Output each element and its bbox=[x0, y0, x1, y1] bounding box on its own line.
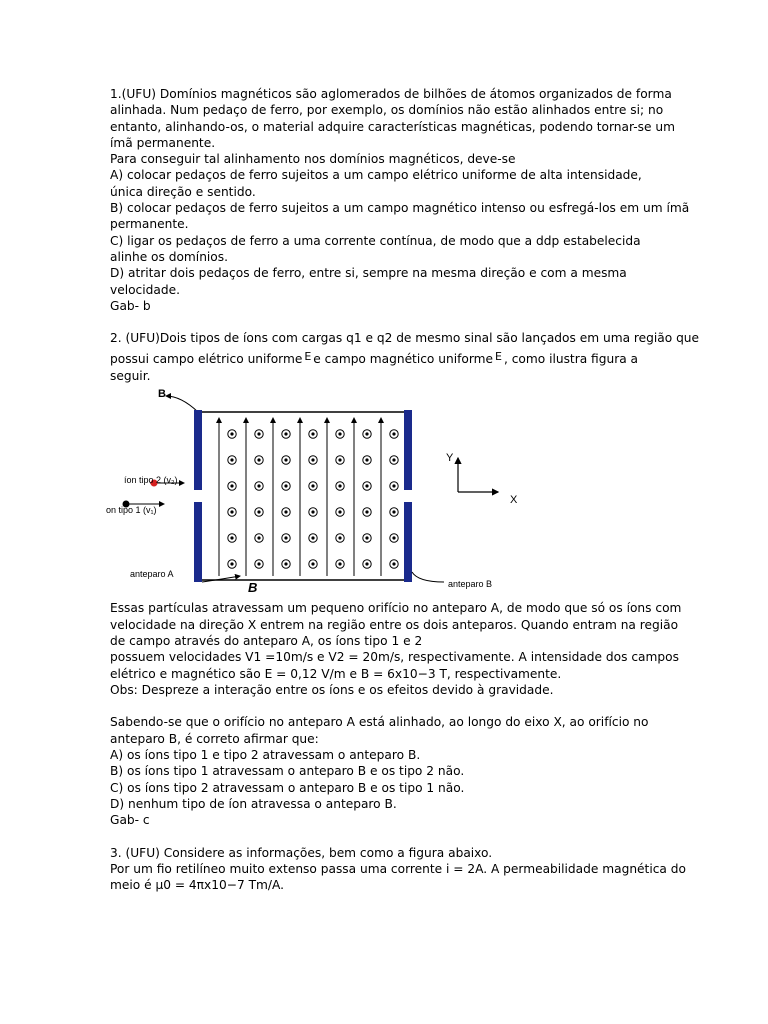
b-field-dot-center bbox=[284, 563, 287, 566]
b-field-dot-center bbox=[392, 537, 395, 540]
q2-option-d: D) nenhum tipo de íon atravessa o anteparo B. bbox=[110, 796, 397, 811]
b-field-dot-center bbox=[392, 459, 395, 462]
field-diagram bbox=[106, 386, 666, 600]
q1-line: alinhada. Num pedaço de ferro, por exemplo, os domínios não estão alinhados entre si; no bbox=[110, 103, 664, 118]
q2-option-a: A) os íons tipo 1 e tipo 2 atravessam o anteparo B. bbox=[110, 748, 421, 763]
q2-answer: Gab- c bbox=[110, 813, 150, 828]
b-field-dot-center bbox=[392, 485, 395, 488]
field-diagram-svg bbox=[106, 386, 666, 600]
b-field-dot-center bbox=[392, 511, 395, 514]
q2-intro bbox=[110, 351, 670, 368]
q1-line: Para conseguir tal alinhamento nos domínios magnéticos, deve-se bbox=[110, 152, 516, 167]
b-field-dot-center bbox=[230, 563, 233, 566]
ion-type-2-label: íon tipo 2 (v₂) bbox=[124, 475, 178, 486]
b-field-dot-center bbox=[257, 433, 260, 436]
b-field-label-top: B bbox=[158, 388, 166, 401]
q3-line: Por um fio retilíneo muito extenso passa uma corrente i = 2A. A permeabilidade magnética do bbox=[110, 862, 686, 877]
b-field-dot-center bbox=[338, 459, 341, 462]
q3-line: meio é μ0 = 4πx10−7 Tm/A. bbox=[110, 878, 284, 893]
q2-option-c: C) os íons tipo 2 atravessam o anteparo B e os tipo 1 não. bbox=[110, 780, 465, 795]
q2-body: possuem velocidades V1 =10m/s e V2 = 20m/s, respectivamente. A intensidade dos campos bbox=[110, 650, 679, 665]
b-field-dot-center bbox=[338, 485, 341, 488]
b-field-dot-center bbox=[230, 511, 233, 514]
b-field-dot-center bbox=[311, 511, 314, 514]
b-field-dots bbox=[228, 430, 398, 568]
q1-option-b: permanente. bbox=[110, 217, 189, 232]
plate-a-upper bbox=[194, 410, 202, 490]
q2-option-b: B) os íons tipo 1 atravessam o anteparo B e os tipo 2 não. bbox=[110, 764, 465, 779]
q1-line: 1.(UFU) Domínios magnéticos são aglomerados de bilhões de átomos organizados de forma bbox=[110, 87, 672, 101]
q2-intro: 2. (UFU)Dois tipos de íons com cargas q1 e q2 de mesmo sinal são lançados em uma região que bbox=[110, 331, 700, 346]
b-field-dot-center bbox=[365, 563, 368, 566]
b-field-dot-center bbox=[365, 511, 368, 514]
q1-option-a: A) colocar pedaços de ferro sujeitos a um campo elétrico uniforme de alta intensidade, bbox=[110, 168, 642, 183]
anteparo-b-label: anteparo B bbox=[448, 579, 493, 590]
b-field-dot-center bbox=[230, 433, 233, 436]
question-3 bbox=[110, 845, 686, 894]
plate-a-lower bbox=[194, 502, 202, 582]
q1-option-b: B) colocar pedaços de ferro sujeitos a um campo magnético intenso ou esfregá-los em um ímã bbox=[110, 201, 690, 216]
q3-line: 3. (UFU) Considere as informações, bem como a figura abaixo. bbox=[110, 845, 493, 860]
b-field-arrow bbox=[166, 396, 198, 412]
b-field-dot-center bbox=[230, 459, 233, 462]
q1-answer: Gab- b bbox=[110, 298, 151, 313]
q2-body: de campo através do anteparo A, os íons tipo 1 e 2 bbox=[110, 633, 423, 648]
q2-body: elétrico e magnético são E = 0,12 V/m e B = 6x10−3 T, respectivamente. bbox=[110, 666, 562, 681]
q1-option-d: velocidade. bbox=[110, 282, 180, 297]
e-vector-symbol: E bbox=[304, 349, 312, 363]
anteparo-a-label: anteparo A bbox=[130, 569, 174, 580]
q1-option-c: alinhe os domínios. bbox=[110, 249, 228, 264]
b-field-dot-center bbox=[338, 511, 341, 514]
q1-line: entanto, alinhando-os, o material adquire características magnéticas, podendo tornar-se um bbox=[110, 119, 675, 134]
b-field-dot-center bbox=[284, 537, 287, 540]
q2-question: anteparo B, é correto afirmar que: bbox=[110, 731, 319, 746]
b-field-dot-center bbox=[338, 563, 341, 566]
q2-body: velocidade na direção X entrem na região entre os dois anteparos. Quando entram na região bbox=[110, 617, 679, 632]
b-field-dot-center bbox=[311, 485, 314, 488]
ion-type-1-label: on tipo 1 (v₁) bbox=[106, 505, 157, 516]
question-2 bbox=[106, 330, 700, 828]
b-field-dot-center bbox=[230, 537, 233, 540]
b-field-dot-center bbox=[257, 511, 260, 514]
q1-line: ímã permanente. bbox=[110, 135, 216, 150]
b-field-dot-center bbox=[311, 459, 314, 462]
q1-option-c: C) ligar os pedaços de ferro a uma corrente contínua, de modo que a ddp estabelecida bbox=[110, 233, 641, 248]
b-field-dot-center bbox=[338, 537, 341, 540]
b-field-dot-center bbox=[392, 563, 395, 566]
q2-body: Essas partículas atravessam um pequeno orifício no anteparo A, de modo que só os íons com bbox=[110, 601, 682, 616]
b-field-dot-center bbox=[311, 537, 314, 540]
b-field-dot-center bbox=[284, 433, 287, 436]
plate-b-upper bbox=[404, 410, 412, 490]
q2-intro-text: , como ilustra figura a bbox=[503, 351, 639, 366]
b-field-dot-center bbox=[365, 459, 368, 462]
q2-question: Sabendo-se que o orifício no anteparo A está alinhado, ao longo do eixo X, ao orifício no bbox=[110, 715, 649, 730]
q1-option-d: D) atritar dois pedaços de ferro, entre si, sempre na mesma direção e com a mesma bbox=[110, 266, 627, 281]
b-field-dot-center bbox=[257, 537, 260, 540]
b-field-dot-center bbox=[284, 511, 287, 514]
b-field-dot-center bbox=[230, 485, 233, 488]
b-field-dot-center bbox=[284, 485, 287, 488]
b-field-dot-center bbox=[257, 563, 260, 566]
b-field-dot-center bbox=[311, 563, 314, 566]
b-field-dot-center bbox=[392, 433, 395, 436]
b-field-dot-center bbox=[284, 459, 287, 462]
b-field-dot-center bbox=[365, 485, 368, 488]
x-axis-label: X bbox=[510, 494, 518, 507]
b-field-dot-center bbox=[365, 433, 368, 436]
q2-intro-text: possui campo elétrico uniforme bbox=[110, 351, 303, 366]
q2-intro: seguir. bbox=[110, 369, 151, 384]
b-field-label-bottom: B bbox=[248, 580, 258, 596]
b-vector-symbol: E bbox=[495, 349, 502, 363]
b-field-dot-center bbox=[365, 537, 368, 540]
question-1 bbox=[110, 86, 690, 314]
document-page bbox=[106, 86, 700, 894]
b-field-dot-center bbox=[311, 433, 314, 436]
b-field-dot-center bbox=[338, 433, 341, 436]
q1-option-a: única direção e sentido. bbox=[110, 184, 256, 199]
y-axis-label: Y bbox=[446, 452, 454, 465]
q2-intro-text: e campo magnético uniforme bbox=[313, 351, 494, 366]
b-field-dot-center bbox=[257, 459, 260, 462]
q2-body: Obs: Despreze a interação entre os íons e os efeitos devido à gravidade. bbox=[110, 682, 554, 697]
plate-b-lower bbox=[404, 502, 412, 582]
b-field-dot-center bbox=[257, 485, 260, 488]
